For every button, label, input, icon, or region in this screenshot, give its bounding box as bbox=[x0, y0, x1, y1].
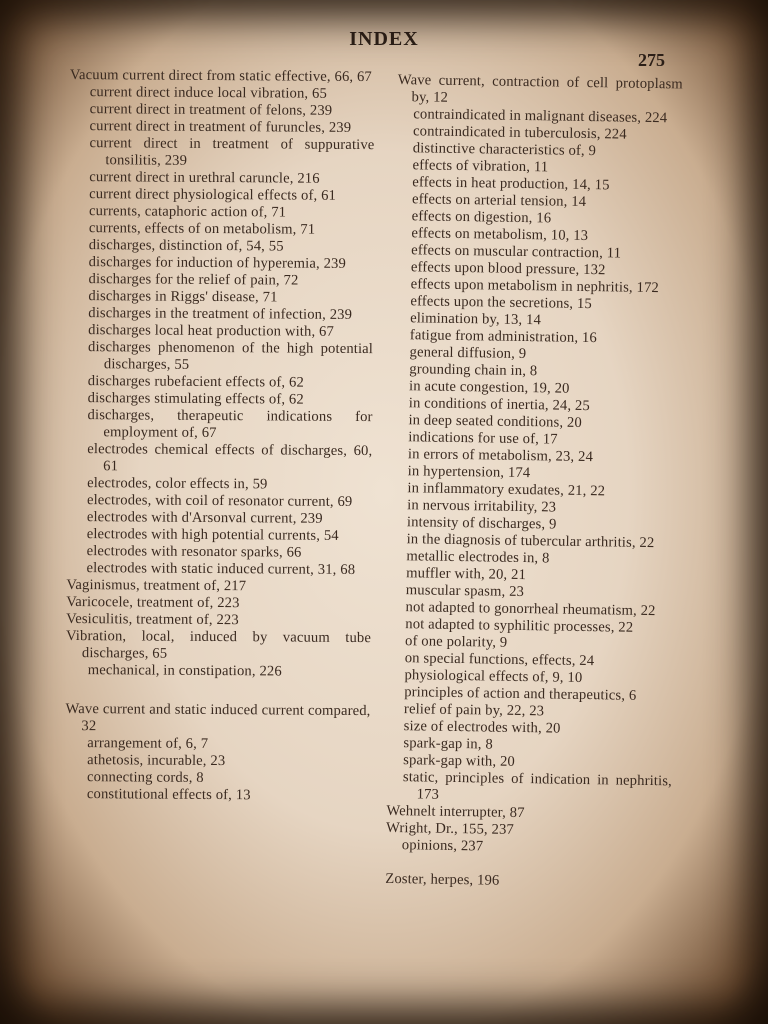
index-entry: current direct in treatment of felons, 239 bbox=[89, 101, 333, 119]
index-entry: static, principles of indication in nephritis, 173 bbox=[402, 769, 673, 803]
index-column-right bbox=[385, 72, 683, 892]
index-entry: size of electrodes with, 20 bbox=[403, 718, 561, 737]
index-entry: effects on arterial tension, 14 bbox=[411, 191, 587, 210]
index-entry: effects on metabolism, 10, 13 bbox=[411, 225, 589, 245]
index-entry: in the diagnosis of tubercular arthritis, 22 bbox=[406, 531, 655, 552]
index-entry: current direct in treatment of suppurative tonsilitis, 239 bbox=[89, 135, 375, 169]
index-entry: Wave current and static induced current compared, 32 bbox=[65, 700, 371, 735]
index-entry: electrodes, color effects in, 59 bbox=[87, 475, 268, 493]
section-gap bbox=[66, 679, 371, 703]
index-entry: in inflammatory exudates, 21, 22 bbox=[407, 480, 606, 500]
index-entry: Wright, Dr., 155, 237 bbox=[385, 819, 515, 838]
index-entry: electrodes with d'Arsonval current, 239 bbox=[86, 509, 323, 527]
index-entry: discharges stimulating effects of, 62 bbox=[87, 390, 304, 408]
index-entry: spark-gap with, 20 bbox=[403, 752, 516, 770]
index-entry: metallic electrodes in, 8 bbox=[406, 548, 550, 567]
index-entry: electrodes, with coil of resonator current, 69 bbox=[86, 492, 353, 510]
index-entry: current direct physiological effects of, 61 bbox=[89, 186, 337, 204]
index-entry: discharges phenomenon of the high potential discharges, 55 bbox=[87, 339, 374, 373]
index-entry: constitutional effects of, 13 bbox=[86, 786, 251, 804]
index-entry: connecting cords, 8 bbox=[86, 769, 204, 786]
index-entry: effects upon metabolism in nephritis, 172 bbox=[410, 276, 660, 297]
index-entry: contraindicated in malignant diseases, 224 bbox=[413, 106, 668, 127]
index-entry: distinctive characteristics of, 9 bbox=[412, 140, 597, 160]
index-entry: arrangement of, 6, 7 bbox=[87, 735, 209, 752]
index-entry: indications for use of, 17 bbox=[408, 429, 558, 448]
index-entry: relief of pain by, 22, 23 bbox=[403, 701, 545, 720]
index-entry: discharges rubefacient effects of, 62 bbox=[87, 373, 304, 391]
index-column-left bbox=[65, 67, 375, 805]
index-entry: mechanical, in constipation, 226 bbox=[87, 662, 282, 680]
index-entry: Vaginismus, treatment of, 217 bbox=[66, 576, 247, 595]
index-entry: electrodes with static induced current, 31, 68 bbox=[86, 560, 356, 579]
index-entry: current direct in urethral caruncle, 216 bbox=[89, 169, 320, 187]
index-entry: principles of action and therapeutics, 6 bbox=[404, 684, 637, 704]
index-entry: fatigue from administration, 16 bbox=[409, 327, 598, 347]
index-entry: effects upon blood pressure, 132 bbox=[410, 259, 606, 279]
index-entry: discharges in the treatment of infection, 239 bbox=[88, 305, 353, 323]
index-entry: athetosis, incurable, 23 bbox=[87, 752, 226, 770]
index-entry: electrodes with resonator sparks, 66 bbox=[86, 543, 302, 561]
index-entry: discharges local heat production with, 67 bbox=[88, 322, 335, 340]
index-entry: Varicocele, treatment of, 223 bbox=[66, 593, 240, 612]
index-entry: Vacuum current direct from static effective, 66, 67 bbox=[69, 67, 372, 86]
index-entry: effects on muscular contraction, 11 bbox=[411, 242, 622, 262]
index-entry: electrodes with high potential currents, 54 bbox=[86, 526, 339, 544]
index-entry: Vibration, local, induced by vacuum tube discharges, 65 bbox=[65, 627, 372, 662]
index-entry: of one polarity, 9 bbox=[404, 633, 508, 651]
page-number: 275 bbox=[638, 50, 665, 70]
index-entry: general diffusion, 9 bbox=[409, 344, 527, 363]
index-entry: opinions, 237 bbox=[401, 837, 484, 855]
index-entry: Zoster, herpes, 196 bbox=[385, 870, 500, 889]
index-entry: in deep seated conditions, 20 bbox=[408, 412, 582, 431]
index-entry: discharges for induction of hyperemia, 239 bbox=[88, 254, 347, 272]
index-entry: currents, effects of on metabolism, 71 bbox=[88, 220, 316, 238]
index-entry: discharges for the relief of pain, 72 bbox=[88, 271, 299, 289]
index-entry: muscular spasm, 23 bbox=[405, 582, 525, 601]
index-entry: contraindicated in tuberculosis, 224 bbox=[412, 123, 627, 143]
index-entry: muffler with, 20, 21 bbox=[406, 565, 527, 584]
index-entry: effects in heat production, 14, 15 bbox=[412, 174, 610, 194]
index-entry: discharges, distinction of, 54, 55 bbox=[88, 237, 284, 255]
index-entry: effects upon the secretions, 15 bbox=[410, 293, 592, 313]
index-entry: discharges, therapeutic indications for employment of, 67 bbox=[87, 407, 373, 442]
index-entry: physiological effects of, 9, 10 bbox=[404, 667, 583, 686]
index-entry: Wave current, contraction of cell protoplasm by, 12 bbox=[397, 72, 683, 106]
index-entry: grounding chain in, 8 bbox=[409, 361, 538, 380]
index-entry: discharges in Riggs' disease, 71 bbox=[88, 288, 278, 306]
index-entry: electrodes chemical effects of discharges, 60, 61 bbox=[87, 441, 373, 475]
index-entry: currents, cataphoric action of, 71 bbox=[88, 203, 287, 221]
index-entry: effects of vibration, 11 bbox=[412, 157, 549, 176]
page-header-title: INDEX bbox=[349, 28, 419, 50]
index-entry: elimination by, 13, 14 bbox=[410, 310, 542, 329]
index-entry: in conditions of inertia, 24, 25 bbox=[408, 395, 591, 415]
index-entry: Vesiculitis, treatment of, 223 bbox=[66, 610, 239, 629]
index-entry: not adapted to syphilitic processes, 22 bbox=[405, 616, 634, 636]
index-entry: intensity of discharges, 9 bbox=[406, 514, 557, 533]
index-entry: current direct in treatment of furuncles, 239 bbox=[89, 118, 352, 136]
index-entry: in acute congestion, 19, 20 bbox=[408, 378, 570, 397]
index-entry: in nervous irritability, 23 bbox=[407, 497, 557, 516]
index-entry: in errors of metabolism, 23, 24 bbox=[407, 446, 594, 466]
index-entry: effects on digestion, 16 bbox=[411, 208, 552, 227]
index-entry: Wehnelt interrupter, 87 bbox=[386, 802, 525, 822]
index-entry: not adapted to gonorrheal rheumatism, 22 bbox=[405, 599, 656, 620]
index-entry: current direct induce local vibration, 65 bbox=[89, 84, 328, 102]
index-entry: on special functions, effects, 24 bbox=[404, 650, 595, 670]
index-entry: in hypertension, 174 bbox=[407, 463, 531, 482]
index-entry: spark-gap in, 8 bbox=[403, 735, 493, 753]
